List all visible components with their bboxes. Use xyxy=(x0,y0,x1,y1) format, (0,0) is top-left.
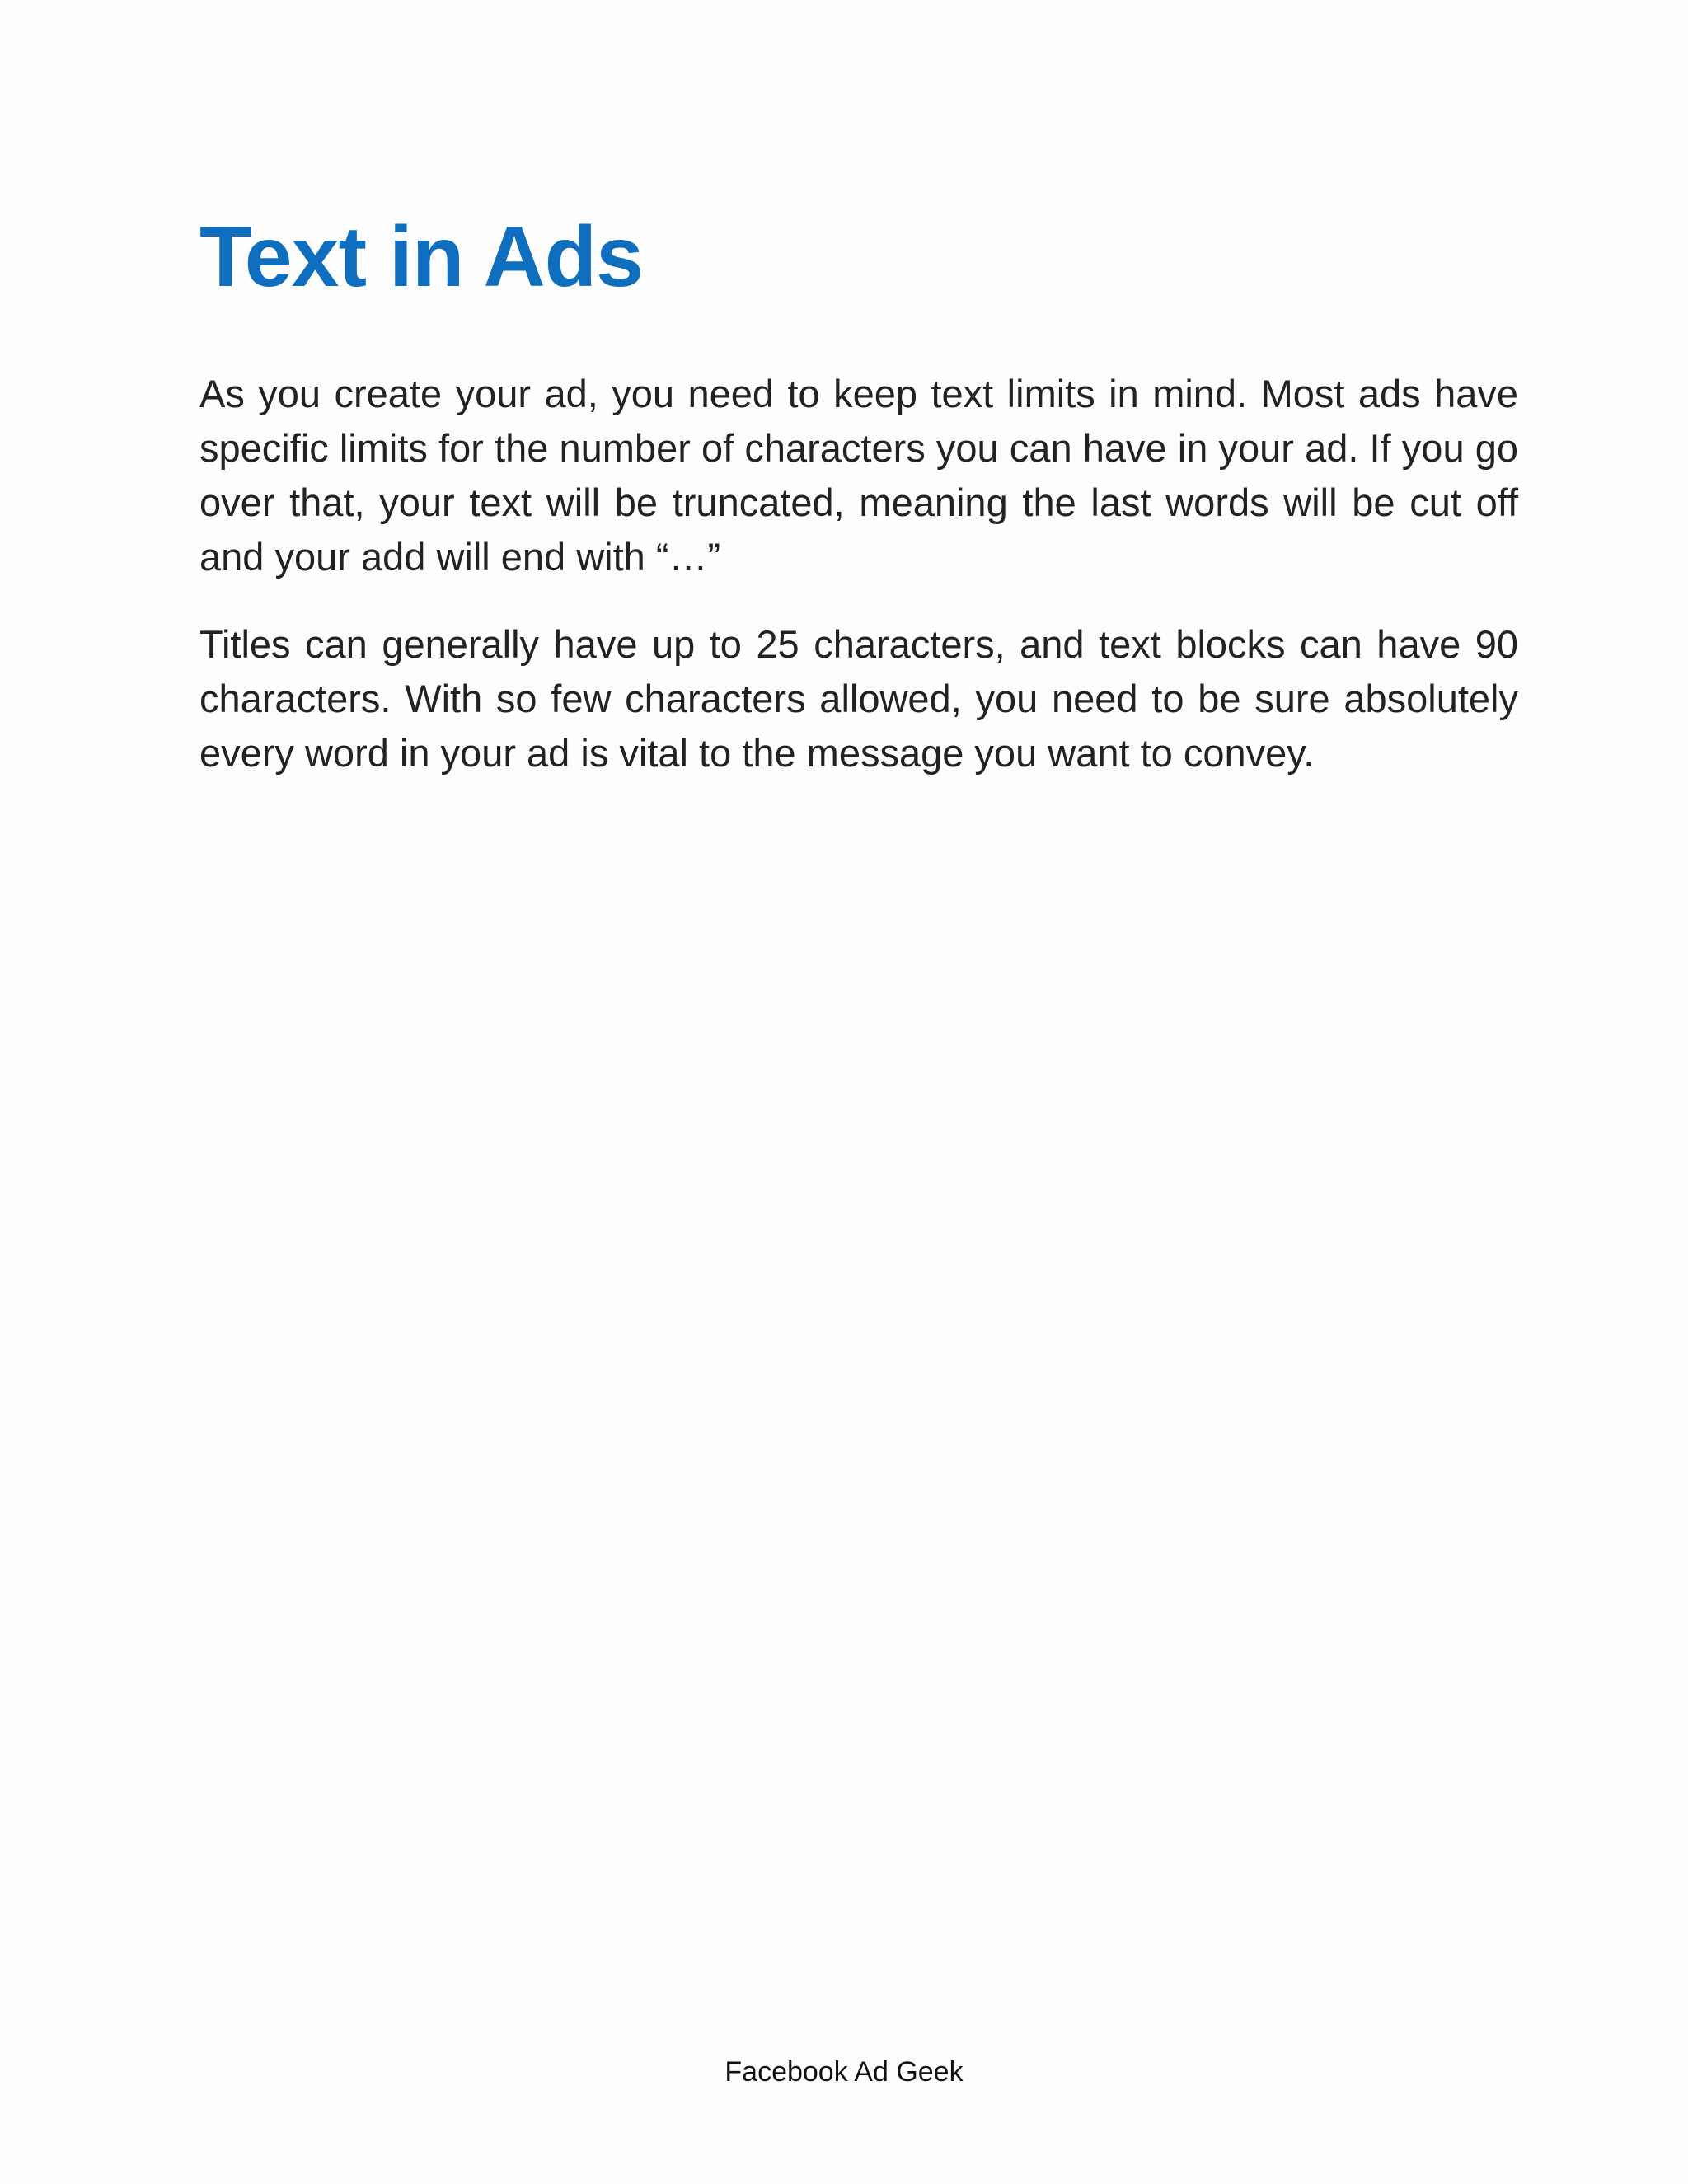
page-title: Text in Ads xyxy=(199,209,643,305)
body-paragraph-1: As you create your ad, you need to keep text limits in mind. Most ads have specific limits for the number of characters you can have in your ad. If you go over that, your text will be truncated, meaning the last words will be cut off and your add will end with “…” xyxy=(199,371,1518,579)
page-footer: Facebook Ad Geek xyxy=(724,2056,964,2088)
body-paragraph-2: Titles can generally have up to 25 characters, and text blocks can have 90 characters. With so few characters allowed, you need to be sure absolutely every word in your ad is vital to the message you want to convey. xyxy=(199,621,1518,775)
page-content xyxy=(199,206,1518,780)
